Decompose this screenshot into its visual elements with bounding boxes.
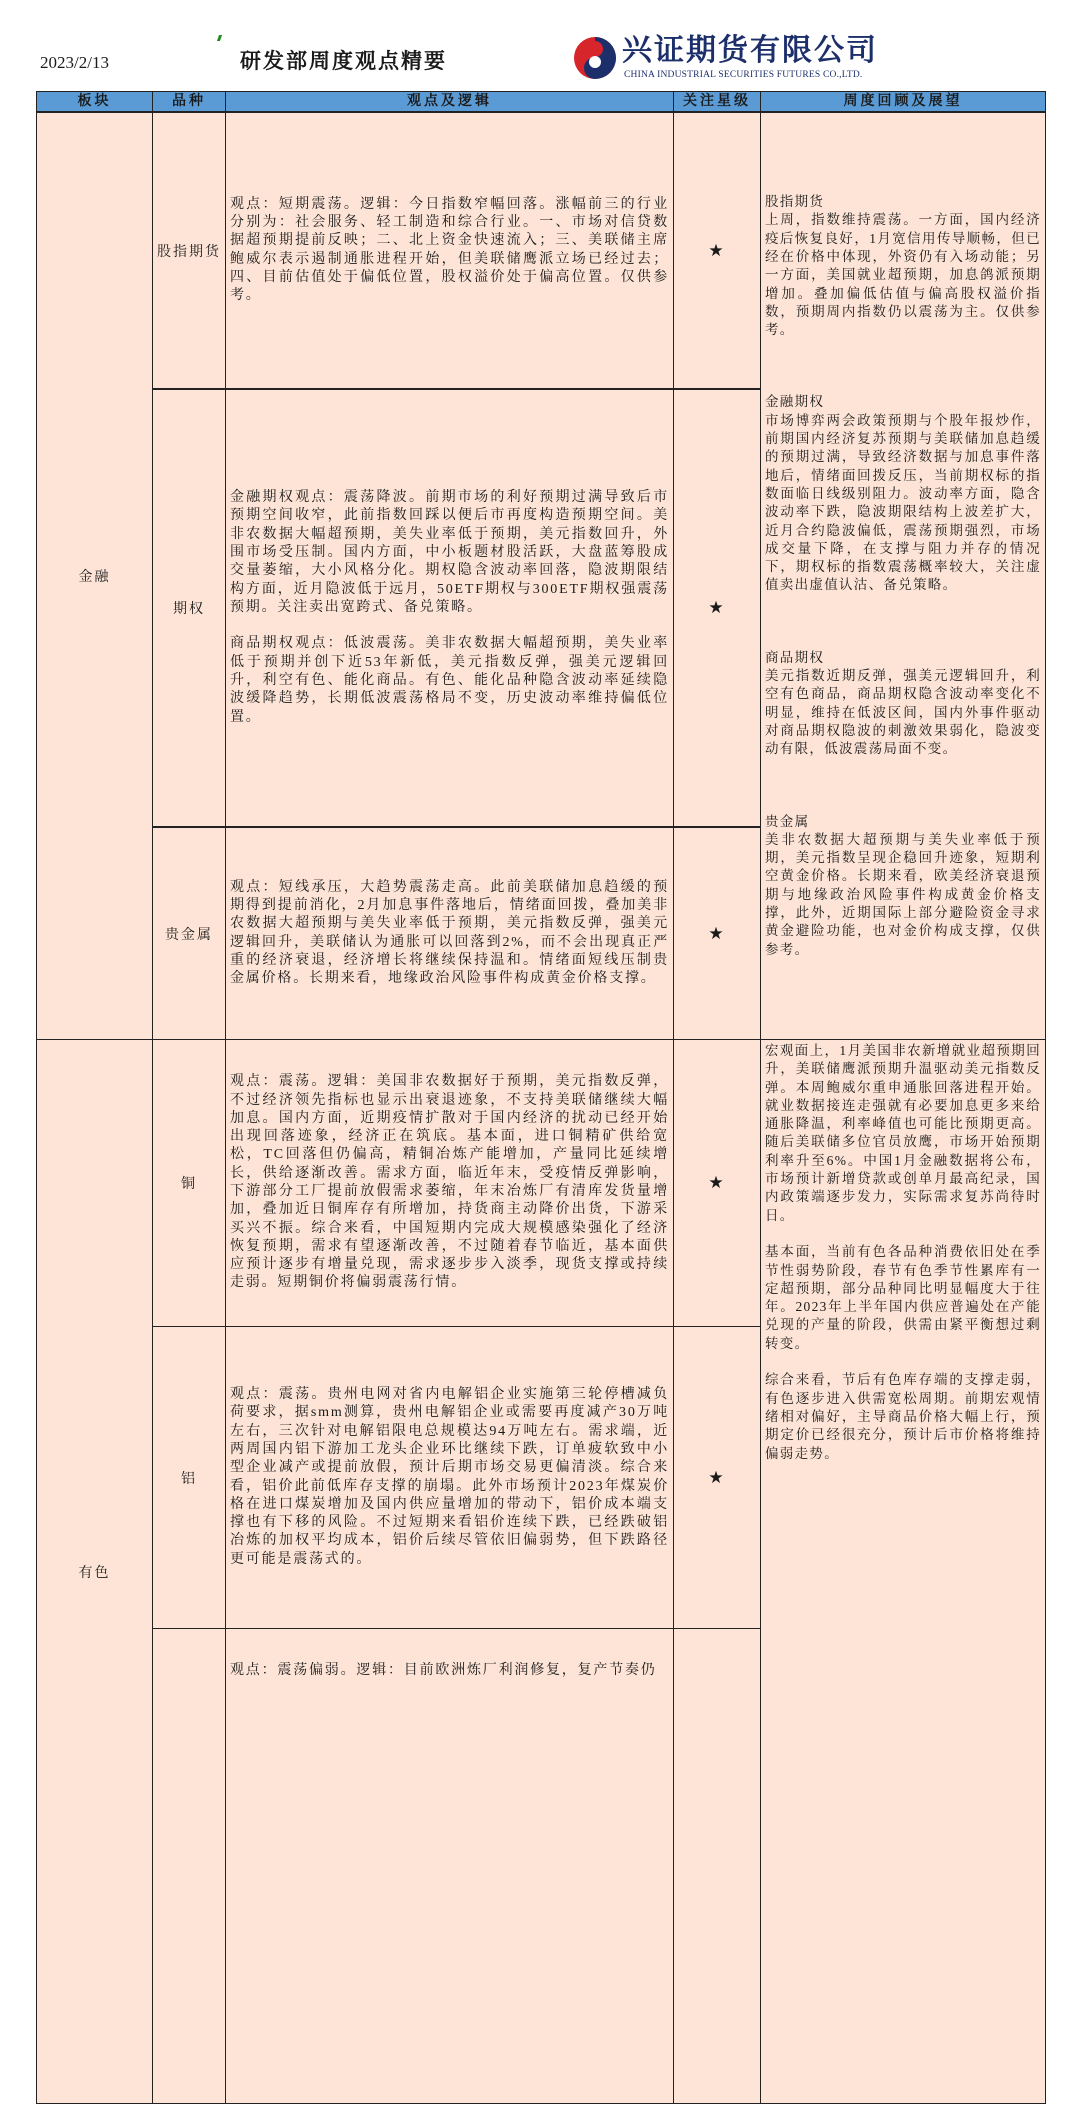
column-header-outlook: 周度回顾及展望	[760, 91, 1046, 112]
views-paragraph: 观点：震荡。贵州电网对省内电解铝企业实施第三轮停槽减负荷要求，据smm测算，贵州电解铝企业或需要再度减产30万吨左右，三次针对电解铝限电总规模达94万吨左右。需求端，近两周国内铝下游加工龙头企业环比继续下跌，订单疲软致中小型企业减产或提前放假，预计后期市场交易更偏清淡。综合来看，铝价此前低库存支撑的崩塌。此外市场预计2023年煤炭价格在进口煤炭增加及国内供应量增加的带动下，铝价成本端支撑也有下移的风险。不过短期来看铝价连续下跌，已经跌破铝冶炼的加权平均成本，铝价后续尽管依旧偏弱势，但下跌路径更可能是震荡式的。	[230, 1387, 669, 1567]
outlook-paragraph: 上周，指数维持震荡。一方面，国内经济疫后恢复良好，1月宽信用传导顺畅，但已经在价格中体现，外资仍有入场动能；另一方面，美国就业超预期，加息鸽派预期增加。叠加偏低估值与偏高股权溢价指数，预期周内指数仍以震荡为主。仅供参考。	[765, 212, 1041, 338]
views-text	[226, 1662, 661, 1680]
star-cell	[673, 1326, 761, 1629]
views-text	[226, 1386, 673, 1569]
column-header-views: 观点及逻辑	[225, 91, 674, 112]
outlook-section	[765, 393, 1041, 594]
outlook-text	[761, 1042, 1045, 1463]
star-cell	[673, 1039, 761, 1327]
views-cell	[225, 1628, 674, 2104]
outlook-body	[765, 412, 1041, 595]
views-cell	[225, 389, 674, 827]
green-mark	[217, 35, 222, 41]
views-paragraph: 观点：短线承压，大趋势震荡走高。此前美联储加息趋缓的预期得到提前消化，2月加息事件落地后，情绪面回拨，叠加美非农数据大超预期与美失业率低于预期，美元指数反弹，强美元逻辑回升，美联储认为通胀可以回落到2%，而不会出现真正严重的经济衰退，经济增长将继续保持温和。情绪面短线压制贵金属价格。长期来看，地缘政治风险事件构成黄金价格支撑。	[230, 879, 669, 987]
page-title: 研发部周度观点精要	[240, 49, 447, 73]
outlook-cell	[760, 112, 1046, 1040]
outlook-body	[765, 667, 1041, 758]
variety-cell	[152, 389, 226, 827]
sector-label: 有色	[78, 1565, 111, 1581]
variety-label: 股指期货	[157, 244, 221, 260]
views-text	[226, 489, 673, 727]
views-cell	[225, 112, 674, 389]
sector-cell	[36, 112, 153, 1040]
outlook-paragraph: 美元指数近期反弹，强美元逻辑回升，利空有色商品，商品期权隐含波动率变化不明显，维持在低波区间，国内外事件驱动对商品期权隐波的刺激效果弱化，隐波变动有限，低波震荡局面不变。	[765, 668, 1041, 757]
report-date: 2023/2/13	[40, 53, 109, 72]
variety-label: 铝	[181, 1471, 197, 1487]
column-header-variety: 品种	[152, 91, 226, 112]
views-paragraph: 观点：短期震荡。逻辑：今日指数窄幅回落。涨幅前三的行业分别为：社会服务、轻工制造和综合行业。一、市场对信贷数据超预期提前反映；二、北上资金快速流入；三、美联储主席鲍威尔表示遏制通胀进程开始，但美联储鹰派立场已经过去；四、目前估值处于偏低位置，股权溢价处于偏高位置。仅供参考。	[230, 196, 669, 304]
sector-label: 金融	[78, 570, 111, 585]
star-cell	[673, 112, 761, 389]
variety-label: 贵金属	[165, 927, 213, 943]
company-logo	[572, 34, 952, 82]
outlook-paragraph: 美非农数据大超预期与美失业率低于预期，美元指数呈现企稳回升迹象，短期利空黄金价格。长期来看，欧美经济衰退预期与地缘政治风险事件构成黄金价格支撑，此外，近期国际上部分避险资金寻求黄金避险功能，也对金价构成支撑，仅供参考。	[765, 831, 1041, 957]
variety-cell	[152, 112, 226, 389]
star-rating-icon: ★	[708, 1467, 726, 1487]
variety-cell	[152, 827, 226, 1040]
outlook-paragraph: 基本面，当前有色各品种消费依旧处在季节性弱势阶段，春节有色季节性累库有一定超预期，部分品种同比明显幅度大于往年。2023年上半年国内供应普遍处在产能兑现的产量的阶段，供需由紧平衡想过剩转变。	[765, 1244, 1041, 1351]
logo-text-en: CHINA INDUSTRIAL SECURITIES FUTURES CO.,LTD.	[624, 70, 863, 80]
star-cell	[673, 1628, 761, 2104]
outlook-cell	[760, 1039, 1046, 2104]
column-header-sector: 板块	[36, 91, 153, 112]
outlook-body	[765, 1042, 1041, 1463]
star-cell	[673, 389, 761, 827]
outlook-paragraph: 综合来看，节后有色库存端的支撑走弱，有色逐步进入供需宽松周期。前期宏观情绪相对偏好，主导商品价格大幅上行，预期定价已经很充分，预计后市价格将维持偏弱走势。	[765, 1372, 1041, 1461]
views-text	[226, 1073, 673, 1293]
outlook-heading: 商品期权	[765, 649, 825, 665]
outlook-heading: 贵金属	[765, 813, 810, 829]
outlook-body	[765, 831, 1041, 959]
star-cell	[673, 827, 761, 1040]
outlook-paragraph: 宏观面上，1月美国非农新增就业超预期回升，美联储鹰派预期升温驱动美元指数反弹。本周鲍威尔重申通胀回落进程开始。就业数据接连走强就有必要加息更多来给通胀降温，利率峰值也可能比预期更高。随后美联储多位官员放鹰，市场开始预期利率升至6%。中国1月金融数据将公布，市场预计新增贷款或创单月最高纪录，国内政策端逐步发力，实际需求复苏尚待时日。	[765, 1043, 1041, 1223]
star-rating-icon: ★	[708, 1173, 726, 1192]
logo-text-cn: 兴证期货有限公司	[622, 33, 878, 68]
variety-cell	[152, 1039, 226, 1327]
swirl-logo-icon	[572, 35, 618, 81]
views-text	[226, 879, 673, 989]
views-paragraph: 观点：震荡偏弱。逻辑：目前欧洲炼厂利润修复，复产节奏仍	[230, 1663, 657, 1678]
outlook-section	[765, 813, 1041, 959]
variety-cell	[152, 1628, 226, 2104]
views-cell	[225, 1039, 674, 1327]
variety-label: 期权	[173, 602, 205, 617]
views-cell	[225, 827, 674, 1040]
sector-cell	[36, 1039, 153, 2104]
views-paragraph: 观点：震荡。逻辑：美国非农数据好于预期，美元指数反弹，不过经济领先指标也显示出衰退迹象，不支持美联储继续大幅加息。国内方面，近期疫情扩散对于国内经济的扰动已经开始出现回落迹象，经济正在筑底。基本面，进口铜精矿供给宽松，TC回落但仍偏高，精铜冶炼产能增加，产量同比延续增长，供给逐渐改善。需求方面，临近年末，受疫情反弹影响，下游部分工厂提前放假需求萎缩，年末冶炼厂有清库发货量增加，叠加近日铜库存有所增加，持货商主动降价出货，下游采买兴不振。综合来看，中国短期内完成大规模感染强化了经济恢复预期，需求有望逐渐改善，不过随着春节临近，基本面供应预计逐步有增量兑现，需求逐步步入淡季，现货支撑或持续走弱。短期铜价将偏弱震荡行情。	[230, 1074, 669, 1291]
outlook-section	[765, 193, 1041, 339]
variety-label: 铜	[181, 1177, 197, 1192]
outlook-paragraph: 市场博弈两会政策预期与个股年报炒作，前期国内经济复苏预期与美联储加息趋缓的预期过满，导致经济数据与加息事件落地后，情绪面回拨反压，当前期权标的指数面临日线级别阻力。波动率方面，隐含波动率下跌，隐波期限结构上波差扩大，近月合约隐波偏低，震荡预期强烈，市场成交量下降，在支撑与阻力并存的情况下，期权标的指数震荡概率较大，关注虚值卖出虚值认沽、备兑策略。	[765, 412, 1041, 593]
star-rating-icon: ★	[708, 240, 726, 260]
variety-cell	[152, 1326, 226, 1629]
outlook-heading: 金融期权	[765, 394, 825, 410]
outlook-section	[765, 1042, 1041, 1463]
outlook-text	[761, 193, 1045, 959]
outlook-body	[765, 211, 1041, 339]
views-text	[226, 196, 673, 306]
column-header-stars: 关注星级	[673, 91, 761, 112]
views-paragraph: 金融期权观点：震荡降波。前期市场的利好预期过满导致后市预期空间收窄，此前指数回踩以便后市再度构造预期空间。美非农数据大幅超预期，美失业率低于预期，美元指数回升，外围市场受压制。国内方面，中小板题材股活跃，大盘蓝筹股成交量萎缩，大小风格分化。期权隐含波动率回落，隐波期限结构方面，近月隐波低于远月，50ETF期权与300ETF期权强震荡预期。关注卖出宽跨式、备兑策略。	[230, 490, 669, 615]
views-cell	[225, 1326, 674, 1629]
star-rating-icon: ★	[708, 598, 726, 617]
star-rating-icon: ★	[708, 923, 726, 943]
outlook-section	[765, 649, 1041, 759]
views-paragraph: 商品期权观点：低波震荡。美非农数据大幅超预期，美失业率低于预期并创下近53年新低，美元指数反弹，强美元逻辑回升，利空有色、能化商品。有色、能化品种隐含波动率延续隐波缓降趋势，长期低波震荡格局不变，历史波动率维持偏低位置。	[230, 636, 669, 725]
outlook-heading: 股指期货	[765, 194, 825, 210]
